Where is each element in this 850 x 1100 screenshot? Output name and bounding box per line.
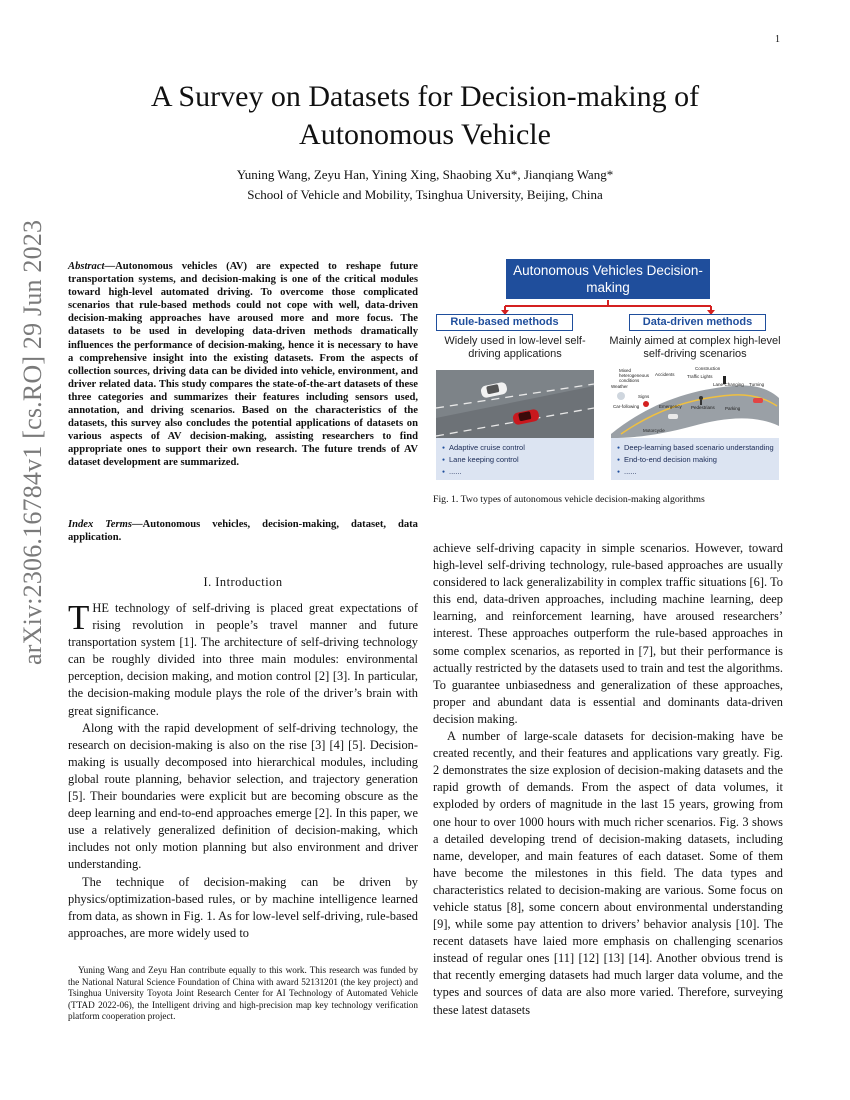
index-terms-lead: Index Terms [68,519,132,530]
scene-label: Traffic Lights [687,374,713,379]
figure-1-caption: Fig. 1. Two types of autonomous vehicle decision-making algorithms [433,494,705,505]
footnote [68,965,418,1023]
right-paragraph-2: A number of large-scale datasets for decision-making have be created recently, and their features and applications vary greatly. Fig. 2 demonstrates the size explosion of decision-making datasets and the rapid growth of demands. From the aspect of data volumes, it exploded by orders of magnitude in the last 15 years, growing from one hour to over 1000 hours with much richer scenarios. Fig. 3 shows a detailed developing trend of decision-making datasets, including name, developer, and main features of each dataset. Some of them have become the milestones in this field. The data types and characteristics related to decision-making are various. Some focus on vehicle status [8], some concern about environmental understanding [9], while some pay attention to drivers’ behavior analysis [10]. The recent datasets have laied more emphasis on challenging scenarios instead of regular ones [11] [12] [13] [14]. Another obvious trend is that recently emerging datasets had much larger data volume, and the types and sources of data are also more varied. Therefore, surveying these latest datasets [433,729,783,1017]
sign-icon [643,401,649,407]
data-driven-example: ● End-to-end decision making [617,454,777,466]
figure-1 [433,258,783,483]
scene-label: Lane-Changing [713,382,744,387]
scene-label: Mixed heterogeneous conditions [619,368,650,383]
index-terms-text: —Autonomous vehicles, decision-making, dataset, data application. [68,519,418,544]
rule-based-subtitle: Widely used in low-level self-driving applications [444,335,586,360]
scene-label: Construction [695,366,721,371]
data-driven-subtitle: Mainly aimed at complex high-level self-driving scenarios [609,335,781,360]
index-terms [68,518,418,544]
scene-label: Accidents [655,372,675,377]
page-number: 1 [775,34,780,45]
data-driven-examples [617,442,777,478]
scene-label: Pedestrians [691,405,715,410]
intro-paragraph-3: The technique of decision-making can be driven by physics/optimization-based rules, or by machine intelligence learned from data, as shown in Fig. 1. As for low-level self-driving, rule-based approaches, are more widely used to [68,874,418,940]
right-column-body [433,540,783,1019]
abstract-text: —Autonomous vehicles (AV) are expected to reshape future transportation systems, and decision-making is one of the critical modules toward high-level automated driving. To overcome those complicated scenarios that rule-based methods could not cope with well, data-driven decision-making approaches have aroused more and more focus. The datasets to be used in developing data-driven methods dramatically influences the performance of decision-making, hence it is necessary to have a comprehensive insight into the existing datasets. From the aspects of collection sources, driving data can be divided into vehicle, environment, and driver related data. This study compares the state-of-the-art datasets of these three categories and summarizes their features including sensors used, annotation, and driving scenarios. Based on the characteristics of the datasets, this survey also concludes the potential applications of datasets on various aspects of AV decision-making, assisting researchers to find appropriate ones to support their own research. The future trends of AV dataset development are summarized. [68,261,418,469]
rule-based-label: Rule-based methods [436,314,573,331]
title-line-1: A Survey on Datasets for Decision-making of [150,80,700,113]
arxiv-stamp: arXiv:2306.16784v1 [cs.RO] 29 Jun 2023 [18,219,47,665]
scene-label: Emergency [659,404,682,409]
scene-label: Car-following [613,404,640,409]
rule-based-example: ● Lane keeping control [442,454,592,466]
data-driven-example: ● Deep-learning based scenario understanding [617,442,777,454]
abstract-lead: Abstract [68,261,105,272]
title-line-2: Autonomous Vehicle [299,118,551,151]
scene-label: Motorcycle [643,428,665,433]
rule-based-example: ● Adaptive cruise control [442,442,592,454]
intro-paragraph-2: Along with the rapid development of self-driving technology, the research on decision-making is also on the rise [3] [4] [5]. Decision-making is usually decomposed into hierarchical modules, including global route planning, behavior selection, and trajectory generation [5]. Their boundaries were explicit but are becoming obscure as the deep learning and end-to-end approaches emerge [2]. In this paper, we use a relatively generalized definition of decision-making, which includes not only motion planning but also environment and driver understanding. [68,720,418,872]
scene-label: Turning [749,382,765,387]
intro-paragraph-1-text: HE technology of self-driving is placed great expectations of rising revolution in people’s travel manner and future transportation system [1]. The architecture of self-driving technology can be roughly divided into three main modules: environmental perception, decision making, and motion control [2] [3]. In particular, the decision-making module plays the role of the driver’s brain with great significance. [68,601,418,718]
scene-label: Signs [638,394,650,399]
data-driven-label: Data-driven methods [629,314,766,331]
abstract [68,260,418,470]
footnote-text: Yuning Wang and Zeyu Han contribute equally to this work. This research was funded by the National Natural Science Foundation of China with award 52131201 (the key project) and Tsinghua University Toyota Joint Research Center for AI Technology of Automated Vehicle (TTAD 2022-06), the Intelligent driving and high-precision map key technology verification platform cooperation project. [68,965,418,1022]
figure-title: Autonomous Vehicles Decision-making [506,259,710,299]
affiliation: School of Vehicle and Mobility, Tsinghua University, Beijing, China [247,187,603,202]
rule-based-examples [442,442,592,478]
paper-title [90,78,760,154]
rule-based-example: ● ...... [442,466,592,478]
section-heading-introduction: I. Introduction [203,575,283,589]
data-driven-example: ● ...... [617,466,777,478]
scene-label: Weather [611,384,628,389]
author-block [80,165,770,205]
author-list: Yuning Wang, Zeyu Han, Yining Xing, Shaobing Xu*, Jianqiang Wang* [236,167,614,182]
introduction-body [68,600,418,942]
drop-cap: T [68,598,90,637]
right-paragraph-1: achieve self-driving capacity in simple scenarios. However, toward high-level self-driving technology, rule-based approaches are usually considered to lack generalizability in complex traffic situations [6]. To this end, data-driven approaches, including machine learning, deep learning, and reinforcement learning, have aroused researchers’ interest. These approaches outperform the rule-based approaches in some complex scenarios, as reported in [7], but their performance is actually restricted by the datasets used to train and test the algorithms. To guarantee unbiasedness and generalization of these approaches, proper and abundant data is essential and dominants data-driven decision making. [433,541,783,726]
weather-icon [617,392,625,400]
highway-scene-image [436,370,594,438]
intro-paragraph-1 [68,600,418,720]
scene-label: Parking [725,406,741,411]
